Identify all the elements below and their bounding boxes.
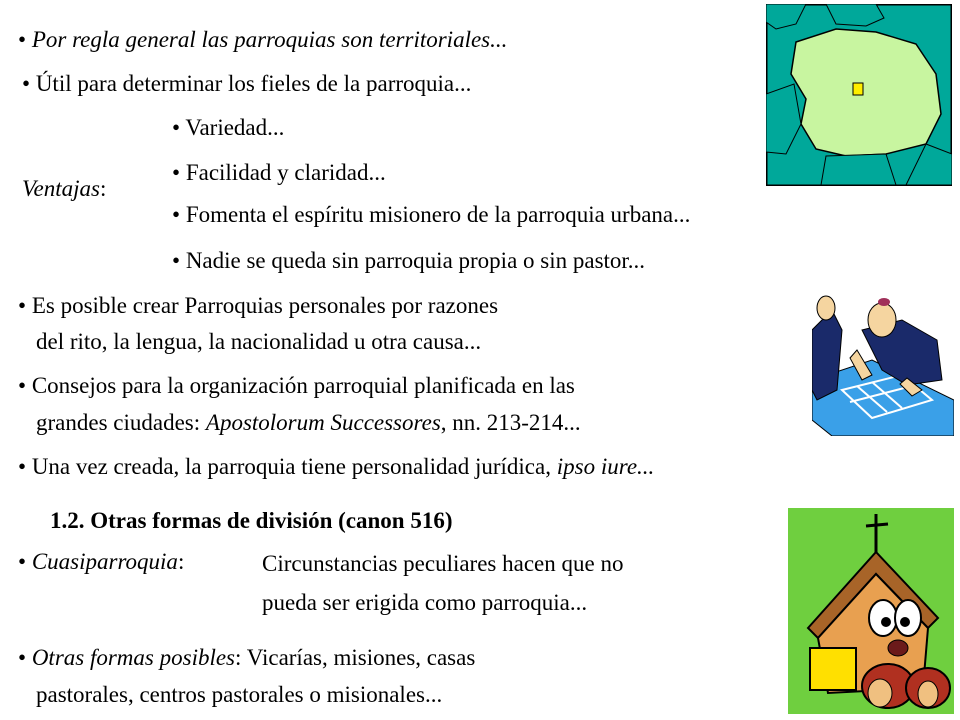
bullet-cuasi xyxy=(18,548,184,576)
map-image xyxy=(766,4,952,186)
bullet-mark: • xyxy=(18,373,27,398)
bullet-personales xyxy=(18,292,498,320)
cuasi-line2: pueda ser erigida como parroquia... xyxy=(262,590,588,615)
ventaja-text: Variedad... xyxy=(185,115,285,140)
consejos-italic: Apostolorum Successores xyxy=(205,410,441,435)
bullet-mark: • xyxy=(18,549,27,574)
bullet-mark: • xyxy=(172,115,181,140)
bullet-creada xyxy=(18,453,654,481)
bullet-mark: • xyxy=(18,645,27,670)
planning-clipart xyxy=(812,290,954,436)
ventaja-item xyxy=(172,159,386,187)
ventaja-item xyxy=(172,114,284,142)
bullet-mark: • xyxy=(172,248,181,273)
ventaja-text: Fomenta el espíritu misionero de la parroquia urbana... xyxy=(185,202,691,227)
bullet-mark: • xyxy=(172,202,181,227)
planning-people-icon xyxy=(812,290,954,436)
bullet-mark: • xyxy=(18,27,27,52)
section-title: 1.2. Otras formas de división (canon 516) xyxy=(50,508,453,533)
text-consejos-1: Consejos para la organización parroquial planificada en las xyxy=(31,373,575,398)
ventaja-text: Facilidad y claridad... xyxy=(185,160,386,185)
text-personales-2: del rito, la lengua, la nacionalidad u otra causa... xyxy=(36,329,482,354)
creada-pre: Una vez creada, la parroquia tiene personalidad jurídica, xyxy=(31,454,557,479)
ventaja-text: Nadie se queda sin parroquia propia o sin pastor... xyxy=(185,248,646,273)
ventajas-colon: : xyxy=(99,176,107,201)
cuasi-colon: : xyxy=(177,549,185,574)
otras-label: Otras formas posibles xyxy=(31,645,236,670)
church-house-icon xyxy=(788,508,954,714)
bullet-territoriales xyxy=(18,26,507,54)
text-territoriales: Por regla general las parroquias son territoriales... xyxy=(31,27,508,52)
text-personales-1: Es posible crear Parroquias personales por razones xyxy=(31,293,499,318)
bullet-consejos xyxy=(18,372,575,400)
ventajas-label xyxy=(22,175,106,203)
ventaja-item xyxy=(172,201,690,229)
consejos-post: , nn. 213-214... xyxy=(440,410,581,435)
cuasi-line1: Circunstancias peculiares hacen que no xyxy=(262,551,624,576)
map-icon xyxy=(766,4,952,186)
church-clipart xyxy=(788,508,954,714)
creada-italic: ipso iure... xyxy=(556,454,655,479)
otras-line2: pastorales, centros pastorales o misionales... xyxy=(36,682,443,707)
ventajas-label-text: Ventajas xyxy=(22,176,100,201)
consejos-pre: grandes ciudades: xyxy=(36,410,206,435)
text-consejos-2 xyxy=(36,409,581,437)
bullet-mark: • xyxy=(22,71,31,96)
text-util: Útil para determinar los fieles de la parroquia... xyxy=(35,71,472,96)
bullet-mark: • xyxy=(18,293,27,318)
ventaja-item xyxy=(172,247,645,275)
bullet-otras xyxy=(18,644,475,672)
bullet-mark: • xyxy=(172,160,181,185)
otras-line1: : Vicarías, misiones, casas xyxy=(235,645,476,670)
cuasi-label: Cuasiparroquia xyxy=(31,549,178,574)
bullet-util xyxy=(22,70,471,98)
bullet-mark: • xyxy=(18,454,27,479)
